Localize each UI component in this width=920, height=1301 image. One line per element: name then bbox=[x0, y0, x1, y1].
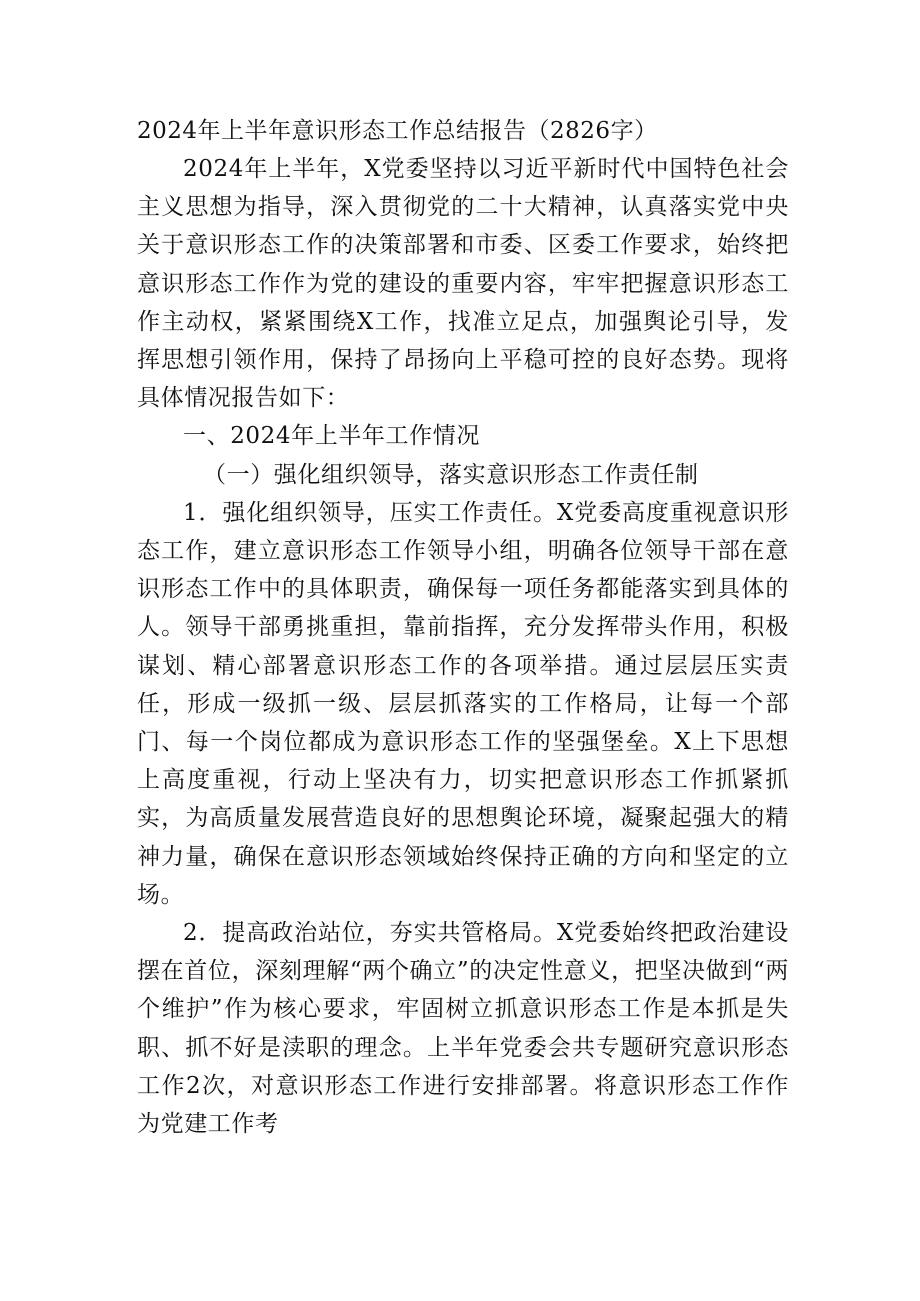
section-heading: 一、2024年上半年工作情况 bbox=[183, 423, 480, 450]
document-body bbox=[137, 112, 789, 1143]
subsection-heading: （一）强化组织领导，落实意识形态工作责任制 bbox=[203, 461, 699, 488]
paragraph-1: 1．强化组织领导，压实工作责任。X党委高度重视意识形态工作，建立意识形态工作领导小组，明确各位领导干部在意识形态工作中的具体职责，确保每一项任务都能落实到具体的人。领导干部勇挑重担，靠前指挥，充分发挥带头作用，积极谋划、精心部署意识形态工作的各项举措。通过层层压实责任，形成一级抓一级、层层抓落实的工作格局，让每一个部门、每一个岗位都成为意识形态工作的坚强堡垒。X上下思想上高度重视，行动上坚决有力，切实把意识形态工作抓紧抓实，为高质量发展营造良好的思想舆论环境，凝聚起强大的精神力量，确保在意识形态领域始终保持正确的方向和坚定的立场。 bbox=[137, 499, 789, 908]
intro-paragraph: 2024年上半年，X党委坚持以习近平新时代中国特色社会主义思想为指导，深入贯彻党的二十大精神，认真落实党中央关于意识形态工作的决策部署和市委、区委工作要求，始终把意识形态工作作为党的建设的重要内容，牢牢把握意识形态工作主动权，紧紧围绕X工作，找准立足点，加强舆论引导，发挥思想引领作用，保持了昂扬向上平稳可控的良好态势。现将具体情况报告如下： bbox=[137, 156, 789, 412]
document-title: 2024年上半年意识形态工作总结报告（2826字） bbox=[137, 118, 658, 144]
paragraph-2: 2．提高政治站位，夯实共管格局。X党委始终把政治建设摆在首位，深刻理解“两个确立”的决定性意义，把坚决做到“两个维护”作为核心要求，牢固树立抓意识形态工作是本抓是失职、抓不好是渎职的理念。上半年党委会共专题研究意识形态工作2次，对意识形态工作进行安排部署。将意识形态工作作为党建工作考 bbox=[137, 920, 789, 1138]
